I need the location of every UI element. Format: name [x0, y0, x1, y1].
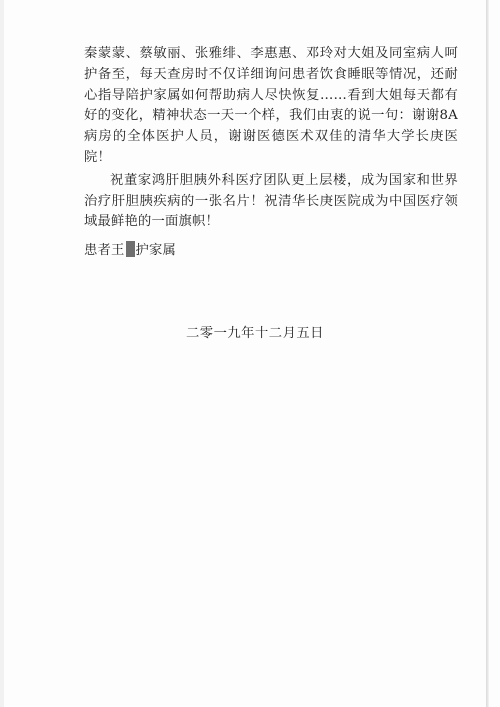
letter-body [84, 44, 458, 262]
signature-prefix: 患者王 [84, 243, 125, 259]
scan-border-left [0, 0, 4, 707]
letter-signature [84, 241, 458, 262]
letter-paragraph-2: 祝董家鸿肝胆胰外科医疗团队更上层楼，成为国家和世界治疗肝胆胰疾病的一张名片！祝清华长庚医院成为中国医疗领域最鲜艳的一面旗帜！ [84, 172, 458, 230]
letter-paragraph-1: 秦蒙蒙、蔡敏丽、张雅绯、李惠惠、邓玲对大姐及同室病人呵护备至，每天查房时不仅详细询问患者饮食睡眠等情况，还耐心指导陪护家属如何帮助病人尽快恢复……看到大姐每天都有好的变化，精神状态一天一个样，我们由衷的说一句：谢谢8A病房的全体医护人员，谢谢医德医术双佳的清华大学长庚医院！ [84, 46, 458, 165]
scan-border-right [486, 0, 489, 707]
redaction-mark [126, 241, 135, 257]
signature-suffix: 护家属 [135, 243, 176, 259]
letter-date: 二零一九年十二月五日 [186, 326, 324, 341]
